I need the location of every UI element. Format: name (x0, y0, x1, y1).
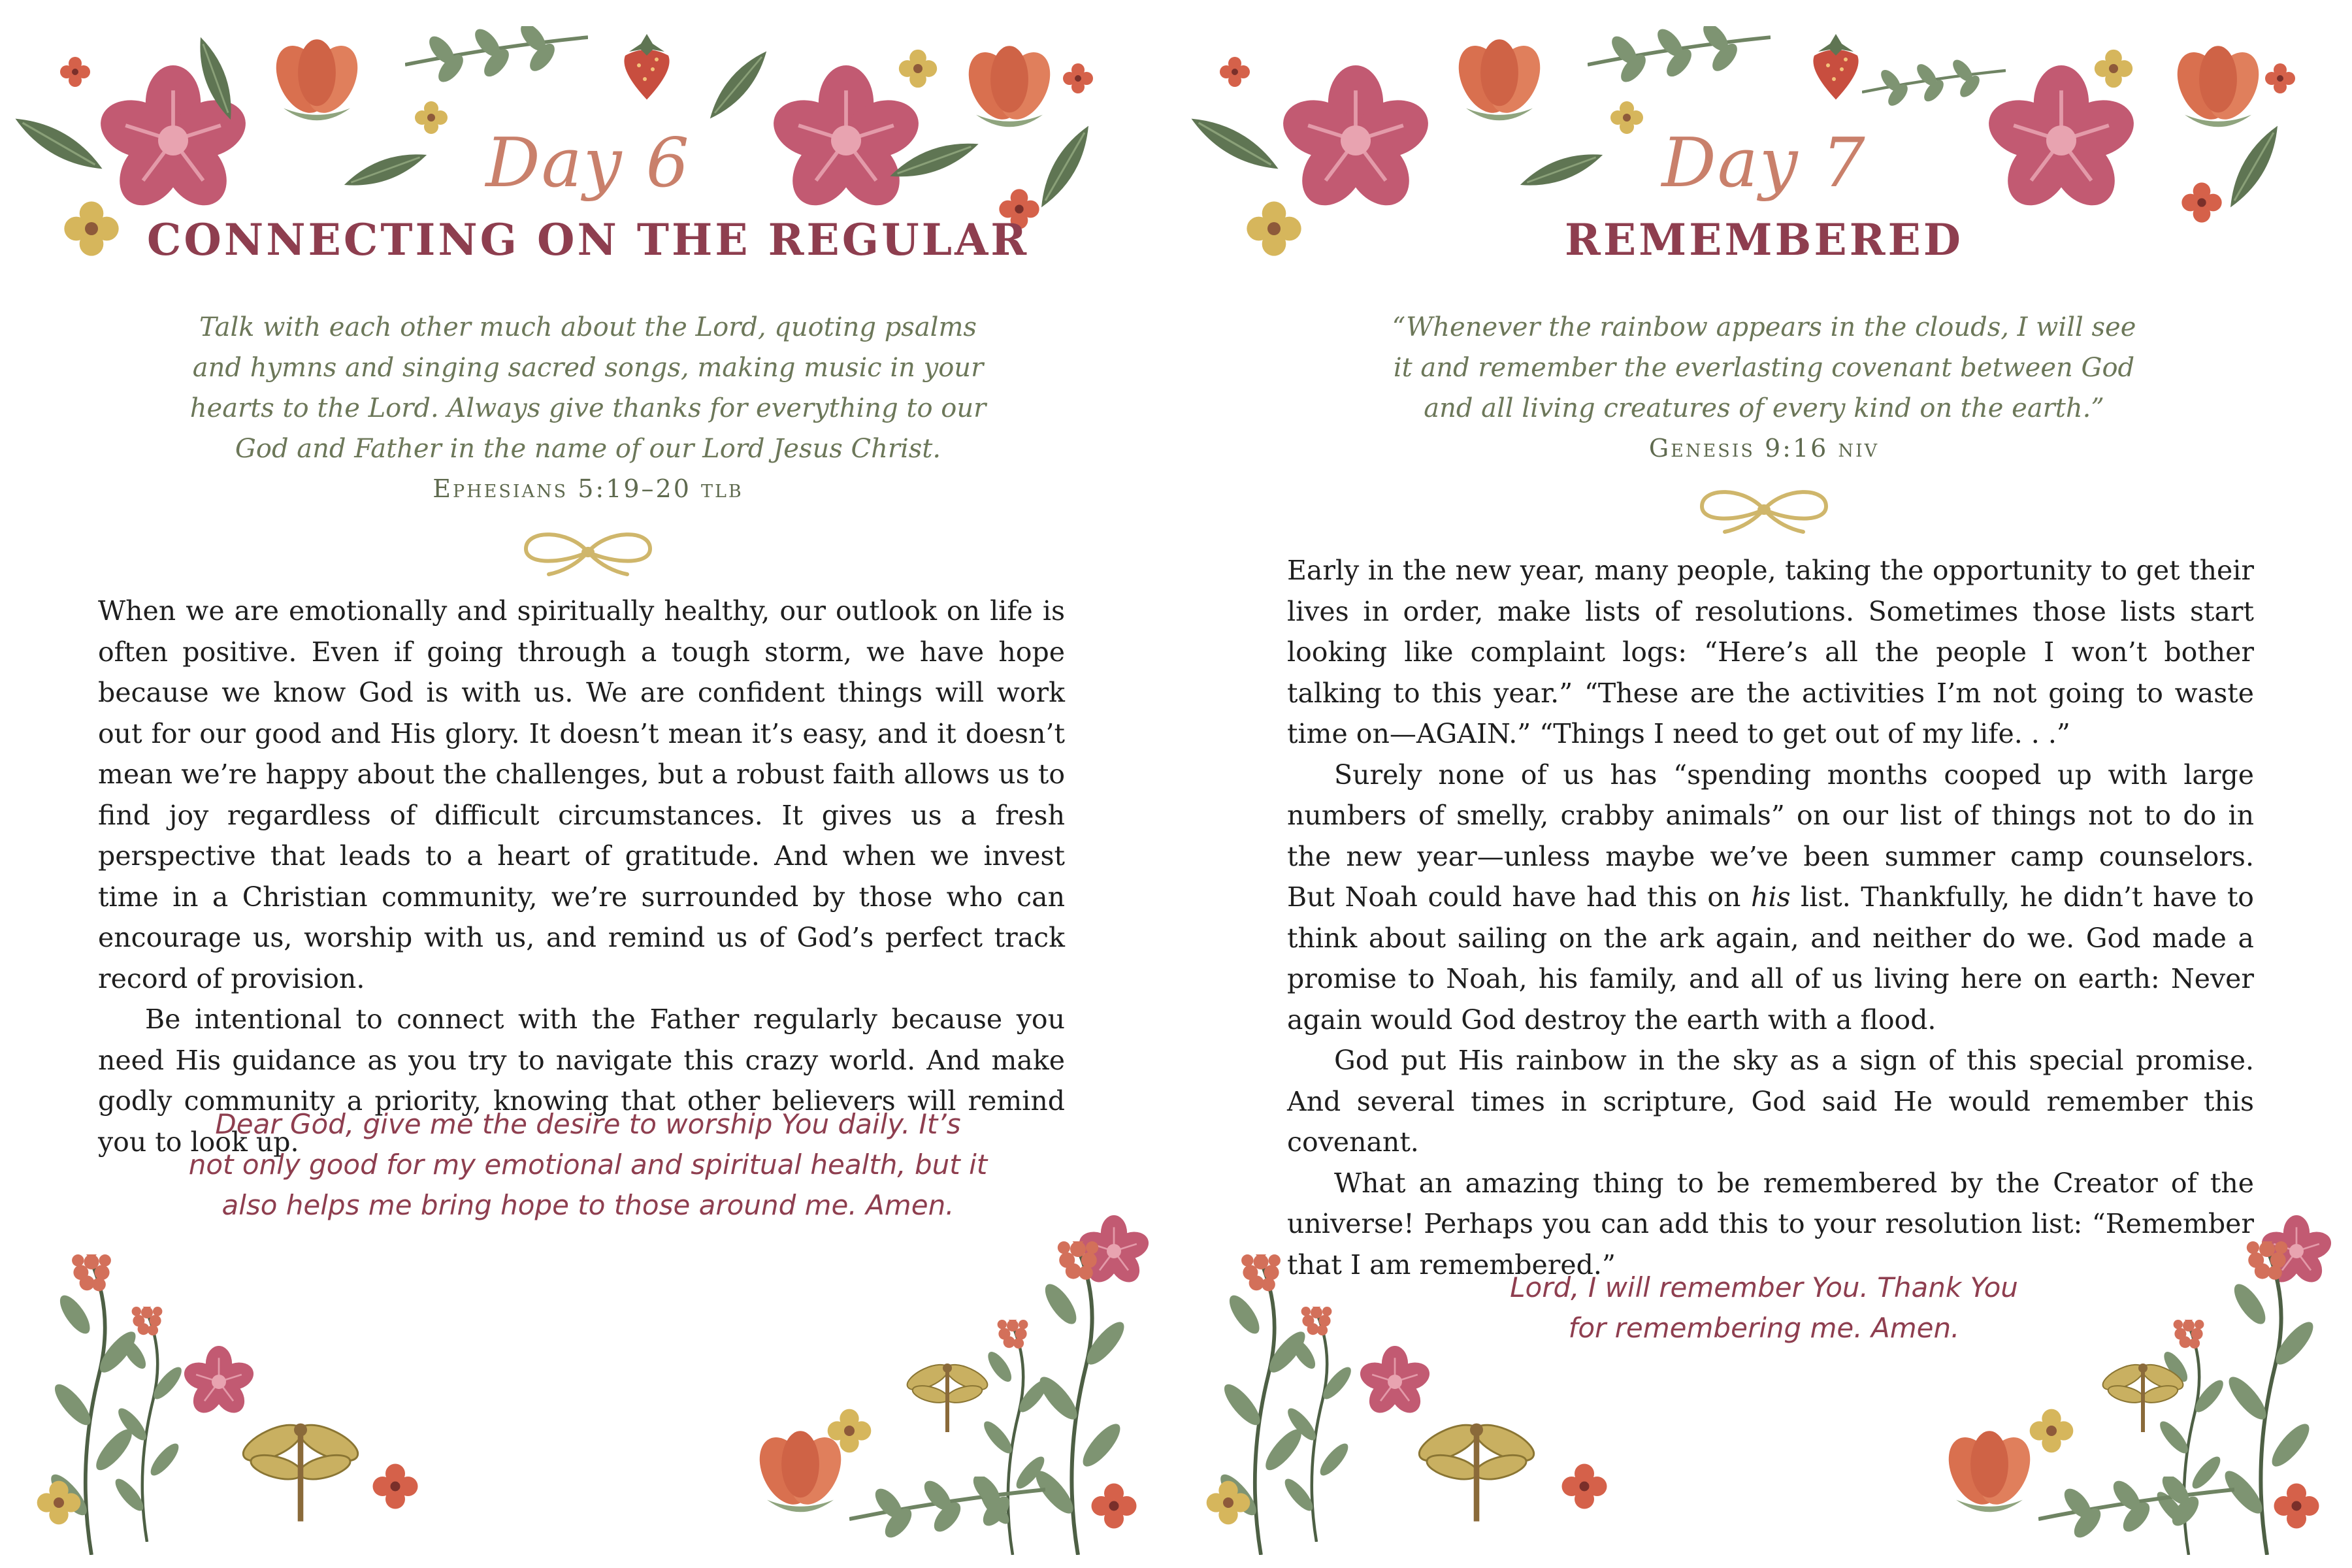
day-label: Day 6 (485, 123, 691, 203)
prayer-line: Lord, I will remember You. Thank You (1510, 1271, 2018, 1303)
body-text-run: Surely none of us has “spending months cooped up with large numbers of smelly, crabby animals” on our list of things not to do in the new year—unless maybe we’ve been summer camp counselors. But Noah could have had this on (1287, 759, 2254, 913)
body-paragraph (1287, 550, 2254, 755)
prayer (131, 1104, 1045, 1226)
scripture-verse (131, 307, 1045, 469)
scripture-reference: Ephesians 5:19–20 tlb (433, 474, 743, 503)
verse-line: and hymns and singing sacred songs, making music in your (192, 353, 984, 383)
verse-line: it and remember the everlasting covenant between God (1393, 353, 2135, 383)
body-paragraph (1287, 755, 2254, 1041)
scripture-verse (1307, 307, 2221, 429)
devotional-body (1287, 550, 2254, 1285)
body-paragraph: When we are emotionally and spiritually healthy, our outlook on life is often positive. Even if going through a tough storm, we have hope because we know God is with us. We are confident things will work out for our good and His glory. It doesn’t mean it’s easy, and it doesn’t mean we’re happy about the challenges, but a robust faith allows us to find joy regardless of difficult circumstances. It gives us a fresh perspective that leads to a heart of gratitude. And when we invest time in a Christian community, we’re surrounded by those who can encourage us, worship with us, and remind us of God’s perfect track record of provision. (98, 595, 1065, 994)
page-title: REMEMBERED (1564, 214, 1964, 265)
body-text-run: Early in the new year, many people, taking the opportunity to get their lives in order, make lists of resolutions. Sometimes those lists start looking like complaint logs: “Here’s all the people I won’t bother talking to this year.” “These are the activities I’m not going to waste time on—AGAIN.” “Things I need to get out of my life. . .” (1287, 555, 2254, 749)
body-paragraph (1287, 1163, 2254, 1286)
scripture-reference: Genesis 9:16 niv (1648, 434, 1880, 463)
verse-line: and all living creatures of every kind on the earth.” (1424, 393, 2104, 423)
verse-line: God and Father in the name of our Lord Jesus Christ. (235, 434, 941, 464)
prayer-line: for remembering me. Amen. (1568, 1312, 1960, 1344)
prayer-line: Dear God, give me the desire to worship You daily. It’s (215, 1108, 961, 1140)
verse-line: Talk with each other much about the Lord, quoting psalms (199, 312, 977, 342)
emphasis-text: his (1750, 881, 1791, 913)
ribbon-bow-divider (1686, 480, 1842, 539)
body-text-run: God put His rainbow in the sky as a sign of this special promise. And several times in scripture, God said He would remember this covenant. (1287, 1045, 2254, 1158)
page-title: CONNECTING ON THE REGULAR (146, 214, 1030, 265)
prayer-line: not only good for my emotional and spiritual health, but it (188, 1149, 988, 1181)
body-text-run: What an amazing thing to be remembered by the Creator of the universe! Perhaps you can add this to your resolution list: “Remember that I am remembered.” (1287, 1167, 2254, 1281)
body-paragraph: Be intentional to connect with the Father regularly because you need His guidance as you try to navigate this crazy world. And make godly community a priority, knowing that other believers will remind you to look up. (98, 1004, 1065, 1158)
verse-line: “Whenever the rainbow appears in the clouds, I will see (1392, 312, 2136, 342)
body-paragraph (1287, 1040, 2254, 1163)
devotional-body (98, 591, 1065, 1162)
verse-line: hearts to the Lord. Always give thanks for everything to our (189, 393, 987, 423)
ribbon-bow-divider (510, 523, 666, 581)
prayer (1307, 1267, 2221, 1348)
day-label: Day 7 (1661, 123, 1867, 203)
right-page (1176, 0, 2352, 1568)
body-text-run: list. Thankfully, he didn’t have to think about sailing on the ark again, and neither do we. God made a promise to Noah, his family, and all of us living here on earth: Never again would God destroy the earth with a flood. (1287, 881, 2254, 1036)
prayer-line: also helps me bring hope to those around me. Amen. (221, 1189, 955, 1221)
